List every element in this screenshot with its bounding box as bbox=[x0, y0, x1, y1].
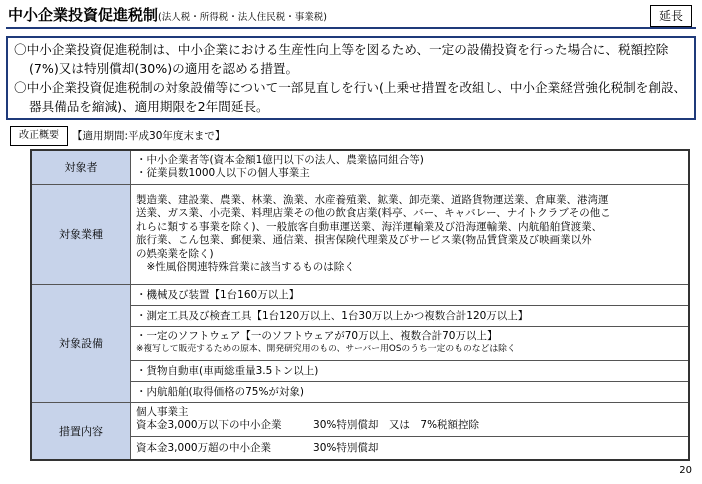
software-line: ・一定のソフトウェア【一のソフトウェアが70万以上、複数合計70万以上】 bbox=[136, 329, 498, 342]
measures-line: 個人事業主 bbox=[136, 405, 189, 418]
equipment-item-ship: ・内航船舶(取得価格の75%が対象) bbox=[131, 381, 690, 402]
table-row-equipment bbox=[31, 305, 689, 326]
equipment-item-machinery: ・機械及び装置【1台160万以上】 bbox=[131, 284, 690, 305]
measures-row-2: 資本金3,000万超の中小企業 30%特別償却 bbox=[131, 436, 690, 460]
table-row-subjects bbox=[31, 150, 689, 184]
summary-paragraph-1: 〇中小企業投資促進税制は、中小企業における生産性向上等を図るため、一定の設備投資を行った場合に、税額控除(7%)又は特別償却(30%)の適用を認める措置。 bbox=[14, 42, 669, 76]
industries-line: ※性風俗関連特殊営業に該当するものは除く bbox=[136, 261, 355, 273]
application-period: 【適用期間:平成30年度末まで】 bbox=[72, 130, 226, 142]
table-row-industries bbox=[31, 184, 689, 284]
page-title-subtitle: (法人税・所得税・法人住民税・事業税) bbox=[158, 12, 327, 23]
software-note: ※複写して販売するための原本、開発研究用のもの、サーバー用OSのうち一定のものなどは除く bbox=[136, 344, 516, 354]
extension-badge: 延長 bbox=[650, 5, 692, 27]
subjects-line: ・中小企業者等(資本金額1億円以下の法人、農業協同組合等) bbox=[136, 153, 424, 166]
measures-line: 資本金3,000万以下の中小企業 30%特別償却 又は 7%税額控除 bbox=[136, 419, 480, 431]
header-measures: 措置内容 bbox=[31, 402, 131, 460]
page-number: 20 bbox=[679, 465, 692, 476]
title-underline bbox=[6, 27, 696, 29]
cell-subjects bbox=[131, 150, 690, 184]
table-row-measures bbox=[31, 436, 689, 460]
table-row-equipment bbox=[31, 326, 689, 360]
revision-label: 改正概要 bbox=[10, 126, 68, 146]
header-equipment: 対象設備 bbox=[31, 284, 131, 402]
details-table bbox=[30, 149, 690, 461]
page-title-main: 中小企業投資促進税制 bbox=[8, 6, 159, 24]
equipment-item-tools: ・測定工具及び検査工具【1台120万以上、1台30万以上かつ複数合計120万以上】 bbox=[131, 305, 690, 326]
industries-line: 旅行業、こん包業、郵便業、通信業、損害保険代理業及びサービス業(物品賃貸業及び映画業以外 bbox=[136, 234, 592, 246]
table-row-equipment bbox=[31, 284, 689, 305]
table-row-measures bbox=[31, 402, 689, 436]
header-industries: 対象業種 bbox=[31, 184, 131, 284]
industries-line: れらに類する事業を除く)、一般旅客自動車運送業、海洋運輸業及び沿海運輸業、内航船舶貸渡業、 bbox=[136, 220, 603, 233]
industries-line: の娯楽業を除く) bbox=[136, 247, 214, 260]
table-row-equipment bbox=[31, 360, 689, 381]
table-row-equipment bbox=[31, 381, 689, 402]
industries-line: 製造業、建設業、農業、林業、漁業、水産養殖業、鉱業、卸売業、道路貨物運送業、倉庫業、港湾運 bbox=[136, 193, 609, 206]
industries-line: 送業、ガス業、小売業、料理店業その他の飲食店業(料亭、バー、キャバレー、ナイトクラブその他こ bbox=[136, 207, 611, 219]
subjects-line: ・従業員数1000人以下の個人事業主 bbox=[136, 167, 310, 180]
equipment-item-software bbox=[131, 326, 690, 360]
page-title bbox=[8, 4, 327, 25]
cell-industries bbox=[131, 184, 690, 284]
header-subjects: 対象者 bbox=[31, 150, 131, 184]
summary-paragraph-2: 〇中小企業投資促進税制の対象設備等について一部見直しを行い(上乗せ措置を改組し、中小企業経営強化税制を創設、器具備品を縮減)、適用期限を2年間延長。 bbox=[14, 80, 687, 114]
measures-row-1 bbox=[131, 402, 690, 436]
equipment-item-truck: ・貨物自動車(車両総重量3.5トン以上) bbox=[131, 360, 690, 381]
summary-box bbox=[6, 36, 696, 120]
